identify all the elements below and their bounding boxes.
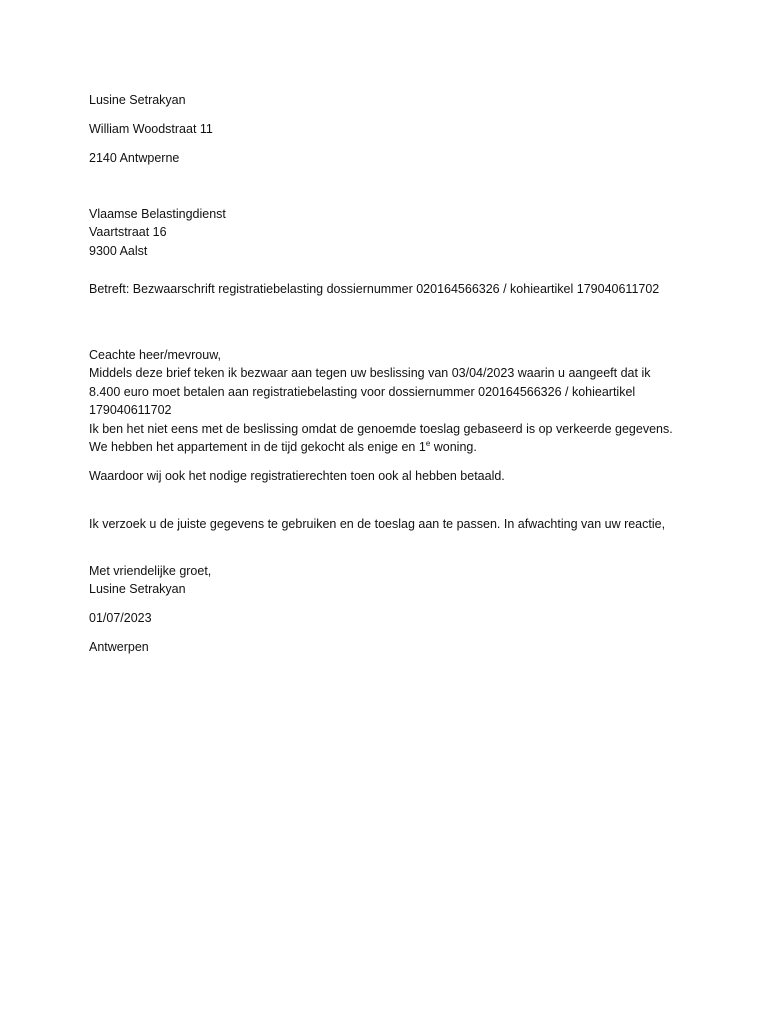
sender-city: 2140 Antwperne <box>89 151 180 165</box>
closing-signature: Lusine Setrakyan <box>89 582 186 596</box>
body-line-4: Ik ben het niet eens met de beslissing omdat de genoemde toeslag gebaseerd is op verkeerde gegevens. <box>89 422 673 436</box>
body-line-5-end: woning. <box>430 440 477 454</box>
recipient-street: Vaartstraat 16 <box>89 225 167 239</box>
body-line-1: Middels deze brief teken ik bezwaar aan tegen uw beslissing van 03/04/2023 waarin u aangeeft dat ik <box>89 366 651 380</box>
recipient-name: Vlaamse Belastingdienst <box>89 207 226 221</box>
body-line-2: 8.400 euro moet betalen aan registratiebelasting voor dossiernummer 020164566326 / kohieartikel <box>89 385 636 399</box>
closing-place: Antwerpen <box>89 640 149 654</box>
closing-greeting: Met vriendelijke groet, <box>89 564 212 578</box>
ordinal-suffix: e <box>425 438 431 448</box>
body-paragraph-3: Ik verzoek u de juiste gegevens te gebruiken en de toeslag aan te passen. In afwachting van uw reactie, <box>89 517 666 531</box>
body-line-5-text: We hebben het appartement in de tijd gekocht als enige en 1 <box>89 440 426 454</box>
sender-street: William Woodstraat 11 <box>89 122 213 136</box>
closing-date: 01/07/2023 <box>89 611 152 625</box>
body-line-3: 179040611702 <box>89 403 172 417</box>
salutation: Ceachte heer/mevrouw, <box>89 348 222 362</box>
recipient-city: 9300 Aalst <box>89 244 148 258</box>
body-line-5 <box>89 438 477 456</box>
sender-name: Lusine Setrakyan <box>89 93 186 107</box>
body-paragraph-2: Waardoor wij ook het nodige registratierechten toen ook al hebben betaald. <box>89 469 505 483</box>
subject-line: Betreft: Bezwaarschrift registratiebelasting dossiernummer 020164566326 / kohieartikel 179040611702 <box>89 282 660 296</box>
